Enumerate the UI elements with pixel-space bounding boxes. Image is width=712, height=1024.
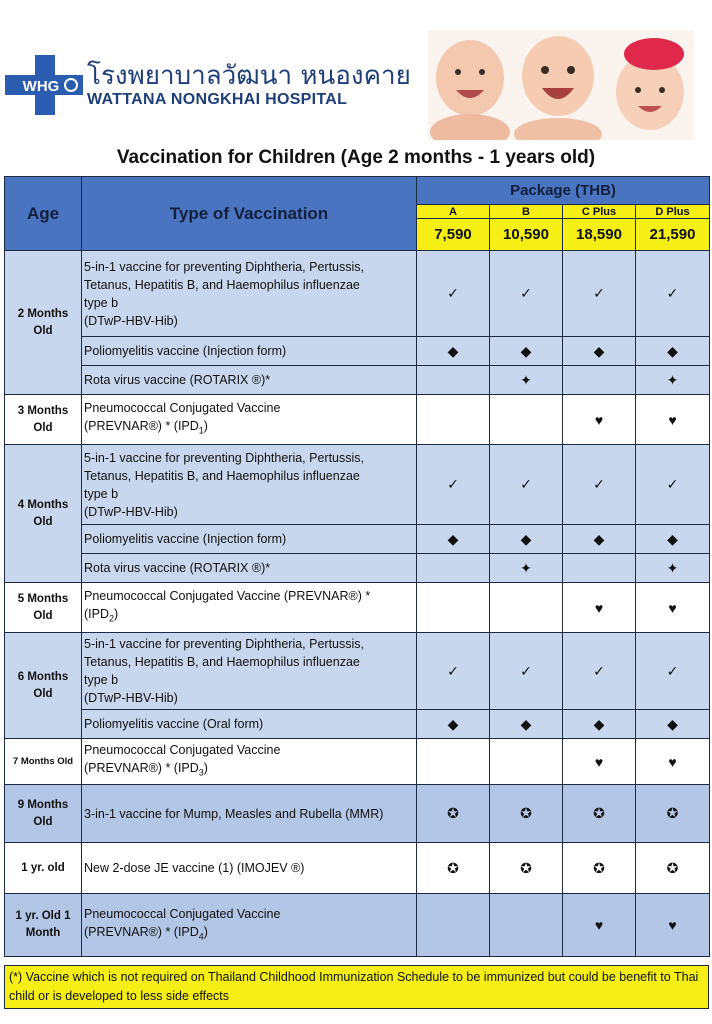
table-row [5,710,710,739]
table-row [5,843,710,894]
vaccine-line: (PREVNAR®) * (IPD [84,761,199,776]
package-d-plus-mark: ◆ [636,337,710,366]
package-name-b: B [490,205,563,219]
vaccine-line: (PREVNAR®) * (IPD [84,924,199,939]
age-cell: 2 Months Old [5,251,82,395]
vaccine-line: Pneumococcal Conjugated Vaccine [84,401,281,416]
table-row [5,894,710,957]
age-cell: 1 yr. Old 1 Month [5,894,82,957]
vaccine-line: 5-in-1 vaccine for preventing Diphtheria, Pertussis, [84,450,364,465]
package-b-mark: ✪ [490,843,563,894]
vaccine-line: Rota virus vaccine (ROTARIX ®)* [84,561,271,575]
ipd-dose-subscript: 2 [109,613,115,624]
vaccine-line: Rota virus vaccine (ROTARIX ®)* [84,373,271,387]
babies-photo [428,30,694,140]
vaccine-line: Tetanus, Hepatitis B, and Haemophilus influenzae [84,277,360,292]
header-package: Package (THB) [417,177,710,205]
package-b-mark: ◆ [490,710,563,739]
vaccine-line: Tetanus, Hepatitis B, and Haemophilus influenzae [84,468,360,483]
package-price-c-plus: 18,590 [563,219,636,251]
age-cell: 3 Months Old [5,395,82,445]
table-row [5,445,710,525]
vaccine-type-cell [82,843,417,894]
package-price-d-plus: 21,590 [636,219,710,251]
package-a-mark [417,583,490,633]
vaccine-line: Pneumococcal Conjugated Vaccine [84,906,281,921]
table-row [5,251,710,337]
footnote: (*) Vaccine which is not required on Thailand Childhood Immunization Schedule to be immunized but could be benefit to Thai child or is developed to less side effects [4,965,709,1009]
vaccine-line: ) [203,761,208,776]
table-row [5,554,710,583]
package-b-mark [490,739,563,785]
vaccine-line: New 2-dose JE vaccine (1) (IMOJEV ®) [84,861,305,875]
vaccine-line: Tetanus, Hepatitis B, and Haemophilus influenzae [84,655,360,669]
vaccine-line: 3-in-1 vaccine for Mump, Measles and Rubella (MMR) [84,806,384,821]
page-title: Vaccination for Children (Age 2 months - 1 years old) [116,147,596,168]
table-row [5,739,710,785]
table-row [5,366,710,395]
package-a-mark: ◆ [417,525,490,554]
package-c-plus-mark: ♥ [563,739,636,785]
vaccine-type-cell [82,633,417,710]
package-c-plus-mark: ✪ [563,785,636,843]
package-d-plus-mark: ✦ [636,554,710,583]
package-d-plus-mark: ✦ [636,366,710,395]
package-a-mark: ◆ [417,710,490,739]
vaccine-type-cell [82,554,417,583]
package-c-plus-mark: ✪ [563,843,636,894]
vaccine-line: ) [203,924,208,939]
age-cell: 9 Months Old [5,785,82,843]
vaccine-line: Poliomyelitis vaccine (Injection form) [84,532,287,546]
vaccine-type-cell [82,337,417,366]
vaccine-line: 5-in-1 vaccine for preventing Diphtheria, Pertussis, [84,259,364,274]
vaccine-line: type b [84,486,119,501]
vaccination-table [4,176,710,957]
package-c-plus-mark: ◆ [563,337,636,366]
age-cell: 6 Months Old [5,633,82,739]
vaccine-line: ) [114,607,119,622]
vaccine-type-cell [82,395,417,445]
package-name-a: A [417,205,490,219]
vaccine-type-cell [82,525,417,554]
package-c-plus-mark [563,366,636,395]
table-row [5,525,710,554]
package-c-plus-mark: ♥ [563,894,636,957]
ipd-dose-subscript: 3 [198,767,204,778]
vaccine-type-cell [82,710,417,739]
package-name-d-plus: D Plus [636,205,710,219]
package-a-mark: ✓ [417,251,490,337]
package-b-mark [490,583,563,633]
package-c-plus-mark: ◆ [563,710,636,739]
package-d-plus-mark: ♥ [636,583,710,633]
vaccine-line: ) [203,419,208,434]
table-row [5,785,710,843]
age-cell: 7 Months Old [5,739,82,785]
vaccine-line: (DTwP-HBV-Hib) [84,691,178,705]
age-cell: 5 Months Old [5,583,82,633]
package-d-plus-mark: ✪ [636,843,710,894]
package-c-plus-mark: ◆ [563,525,636,554]
vaccine-line: (DTwP-HBV-Hib) [84,313,178,328]
header-age: Age [5,177,82,251]
package-a-mark: ✪ [417,843,490,894]
package-a-mark [417,366,490,395]
table-row [5,337,710,366]
package-c-plus-mark: ♥ [563,583,636,633]
package-a-mark: ✓ [417,633,490,710]
package-a-mark [417,894,490,957]
table-row [5,633,710,710]
vaccine-type-cell [82,739,417,785]
vaccine-line: 5-in-1 vaccine for preventing Diphtheria, Pertussis, [84,637,364,651]
package-b-mark: ◆ [490,337,563,366]
package-c-plus-mark [563,554,636,583]
package-c-plus-mark: ♥ [563,395,636,445]
package-c-plus-mark: ✓ [563,445,636,525]
package-d-plus-mark: ♥ [636,739,710,785]
package-d-plus-mark: ◆ [636,710,710,739]
page-header [0,0,712,145]
package-a-mark: ✪ [417,785,490,843]
package-b-mark: ◆ [490,525,563,554]
ipd-dose-subscript: 4 [198,931,204,942]
package-d-plus-mark: ♥ [636,894,710,957]
package-d-plus-mark: ✓ [636,633,710,710]
logo-text: WHG [22,78,60,95]
vaccine-line: Poliomyelitis vaccine (Injection form) [84,344,287,358]
package-b-mark [490,395,563,445]
hospital-name-english: WATTANA NONGKHAI HOSPITAL [87,91,348,108]
vaccine-type-cell [82,445,417,525]
package-d-plus-mark: ✓ [636,445,710,525]
package-b-mark: ✓ [490,251,563,337]
vaccine-line: type b [84,295,119,310]
vaccine-type-cell [82,251,417,337]
vaccine-type-cell [82,894,417,957]
ipd-dose-subscript: 1 [198,425,204,436]
package-a-mark [417,395,490,445]
vaccine-line: (IPD [84,607,109,622]
vaccine-line: Pneumococcal Conjugated Vaccine (PREVNAR®) * [84,589,371,604]
package-c-plus-mark: ✓ [563,251,636,337]
package-c-plus-mark: ✓ [563,633,636,710]
age-cell: 4 Months Old [5,445,82,583]
package-b-mark: ✓ [490,445,563,525]
package-b-mark: ✦ [490,554,563,583]
vaccine-line: Poliomyelitis vaccine (Oral form) [84,717,264,731]
package-d-plus-mark: ◆ [636,525,710,554]
vaccine-type-cell [82,785,417,843]
package-a-mark [417,554,490,583]
package-name-c-plus: C Plus [563,205,636,219]
package-d-plus-mark: ✪ [636,785,710,843]
package-price-a: 7,590 [417,219,490,251]
hospital-logo-icon [5,55,83,115]
package-b-mark: ✪ [490,785,563,843]
vaccine-type-cell [82,583,417,633]
age-cell: 1 yr. old [5,843,82,894]
package-price-b: 10,590 [490,219,563,251]
package-d-plus-mark: ♥ [636,395,710,445]
package-a-mark: ◆ [417,337,490,366]
table-row [5,583,710,633]
vaccine-line: Pneumococcal Conjugated Vaccine [84,743,281,758]
package-b-mark: ✓ [490,633,563,710]
package-d-plus-mark: ✓ [636,251,710,337]
package-b-mark: ✦ [490,366,563,395]
vaccine-line: (PREVNAR®) * (IPD [84,419,199,434]
vaccine-line: type b [84,673,119,687]
table-row [5,395,710,445]
package-b-mark [490,894,563,957]
package-a-mark [417,739,490,785]
header-type: Type of Vaccination [82,177,417,251]
package-a-mark: ✓ [417,445,490,525]
vaccine-type-cell [82,366,417,395]
hospital-name-thai: โรงพยาบาลวัฒนา หนองคาย [87,61,411,91]
vaccine-line: (DTwP-HBV-Hib) [84,504,178,519]
